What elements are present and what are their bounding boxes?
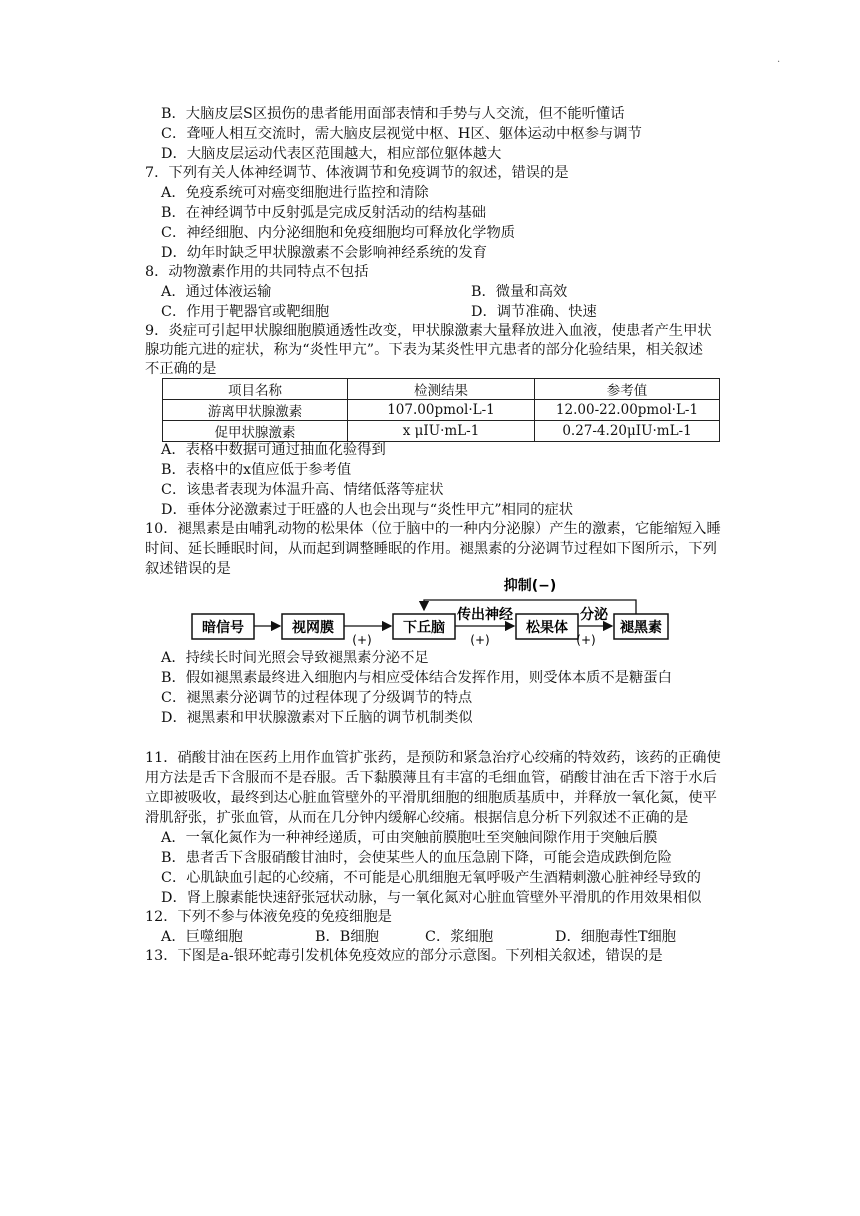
q8-option-a: A．通过体液运输 xyxy=(161,284,272,300)
q8-option-c: C．作用于靶器官或靶细胞 xyxy=(161,304,330,320)
hypothalamus-label: 下丘脑 xyxy=(403,620,445,636)
q8-option-b: B．微量和高效 xyxy=(471,284,568,300)
q6-option-c: C．聋哑人相互交流时，需大脑皮层视觉中枢、H区、躯体运动中枢参与调节 xyxy=(161,126,642,142)
q12-option-c: C．浆细胞 xyxy=(425,929,494,945)
q10-stem-line2: 时间、延长睡眠时间，从而起到调整睡眠的作用。褪黑素的分泌调节过程如下图所示，下列 xyxy=(145,541,717,557)
plus-label: (+) xyxy=(470,633,490,646)
retina-label: 视网膜 xyxy=(292,620,334,636)
q12-stem: 12．下列不参与体液免疫的免疫细胞是 xyxy=(145,909,392,925)
q7-option-d: D．幼年时缺乏甲状腺激素不会影响神经系统的发育 xyxy=(161,245,487,261)
q7-option-b: B．在神经调节中反射弧是完成反射活动的结构基础 xyxy=(161,205,487,221)
q11-option-d: D．肾上腺素能快速舒张冠状动脉，与一氧化氮对心脏血管壁外平滑肌的作用效果相似 xyxy=(161,890,702,906)
q11-option-a: A．一氧化氮作为一种神经递质，可由突触前膜胞吐至突触间隙作用于突触后膜 xyxy=(161,830,658,846)
q8-option-d: D．调节准确、快速 xyxy=(471,304,597,320)
inhibition-label: 抑制(−) xyxy=(503,578,557,594)
q11-stem-line2: 用方法是舌下含服而不是吞服。舌下黏膜薄且有丰富的毛细血管，硝酸甘油在舌下溶于水后 xyxy=(145,770,717,786)
table-cell: 0.27-4.20μIU·mL-1 xyxy=(535,421,720,442)
q12-option-d: D．细胞毒性T细胞 xyxy=(555,929,677,945)
page-mark: . xyxy=(777,54,781,65)
q8-stem: 8．动物激素作用的共同特点不包括 xyxy=(145,264,369,280)
table-cell: 游离甲状腺激素 xyxy=(163,400,348,421)
plus-label: (+) xyxy=(352,633,372,646)
melatonin-regulation-diagram xyxy=(190,574,670,646)
q9-stem-line1: 9．炎症可引起甲状腺细胞膜通透性改变，甲状腺激素大量释放进入血液，使患者产生甲状 xyxy=(145,323,712,339)
q9-option-c: C．该患者表现为体温升高、情绪低落等症状 xyxy=(161,482,444,498)
q13-stem: 13．下图是a-银环蛇毒引发机体免疫效应的部分示意图。下列相关叙述，错误的是 xyxy=(145,948,663,964)
table-header-cell: 项目名称 xyxy=(163,379,348,400)
q9-option-a: A．表格中数据可通过抽血化验得到 xyxy=(161,442,386,458)
q10-stem-line1: 10．褪黑素是由哺乳动物的松果体（位于脑中的一种内分泌腺）产生的激素，它能缩短入睡 xyxy=(145,521,721,537)
table-header-row xyxy=(163,379,720,400)
q7-stem: 7．下列有关人体神经调节、体液调节和免疫调节的叙述，错误的是 xyxy=(145,165,569,181)
efferent-nerve-label: 传出神经 xyxy=(457,607,513,623)
q9-option-b: B．表格中的x值应低于参考值 xyxy=(161,462,352,478)
table-cell: 12.00-22.00pmol·L-1 xyxy=(535,400,720,421)
secrete-label: 分泌 xyxy=(580,607,608,623)
q11-option-b: B．患者舌下含服硝酸甘油时，会使某些人的血压急剧下降，可能会造成跌倒危险 xyxy=(161,850,672,866)
q12-option-a: A．巨噬细胞 xyxy=(161,929,243,945)
q10-option-b: B．假如褪黑素最终进入细胞内与相应受体结合发挥作用，则受体本质不是糖蛋白 xyxy=(161,670,672,686)
q6-option-b: B．大脑皮层S区损伤的患者能用面部表情和手势与人交流，但不能听懂话 xyxy=(161,106,625,122)
q7-option-c: C．神经细胞、内分泌细胞和免疫细胞均可释放化学物质 xyxy=(161,225,516,241)
plus-label: (+) xyxy=(576,633,596,646)
q11-stem-line3: 立即被吸收，最终到达心脏血管壁外的平滑肌细胞的细胞质基质中，并释放一氧化氮，使平 xyxy=(145,790,717,806)
q6-option-d: D．大脑皮层运动代表区范围越大，相应部位躯体越大 xyxy=(161,146,502,162)
q9-option-d: D．垂体分泌激素过于旺盛的人也会出现与“炎性甲亢”相同的症状 xyxy=(161,502,574,518)
table-row xyxy=(163,400,720,421)
q7-option-a: A．免疫系统可对癌变细胞进行监控和清除 xyxy=(161,185,429,201)
q10-stem-line3: 叙述错误的是 xyxy=(145,561,231,577)
q11-stem-line4: 滑肌舒张，扩张血管，从而在几分钟内缓解心绞痛。根据信息分析下列叙述不正确的是 xyxy=(145,810,689,826)
lab-results-table xyxy=(162,378,720,442)
table-cell: 促甲状腺激素 xyxy=(163,421,348,442)
dark-signal-label: 暗信号 xyxy=(202,620,244,636)
q11-stem-line1: 11．硝酸甘油在医药上用作血管扩张药，是预防和紧急治疗心绞痛的特效药，该药的正确使 xyxy=(145,750,721,766)
q10-option-a: A．持续长时间光照会导致褪黑素分泌不足 xyxy=(161,650,429,666)
table-header-cell: 参考值 xyxy=(535,379,720,400)
q9-stem-line2: 腺功能亢进的症状，称为“炎性甲亢”。下表为某炎性甲亢患者的部分化验结果，相关叙述 xyxy=(145,342,703,358)
pineal-label: 松果体 xyxy=(526,620,568,636)
q10-option-c: C．褪黑素分泌调节的过程体现了分级调节的特点 xyxy=(161,690,473,706)
table-cell: x μIU·mL-1 xyxy=(348,421,535,442)
table-row xyxy=(163,421,720,442)
q9-stem-line3: 不正确的是 xyxy=(145,361,217,377)
table-header-cell: 检测结果 xyxy=(348,379,535,400)
q12-option-b: B．B细胞 xyxy=(315,929,379,945)
q11-option-c: C．心肌缺血引起的心绞痛，不可能是心肌细胞无氧呼吸产生酒精刺激心脏神经导致的 xyxy=(161,870,701,886)
q10-option-d: D．褪黑素和甲状腺激素对下丘脑的调节机制类似 xyxy=(161,710,473,726)
table-cell: 107.00pmol·L-1 xyxy=(348,400,535,421)
melatonin-label: 褪黑素 xyxy=(620,620,662,636)
